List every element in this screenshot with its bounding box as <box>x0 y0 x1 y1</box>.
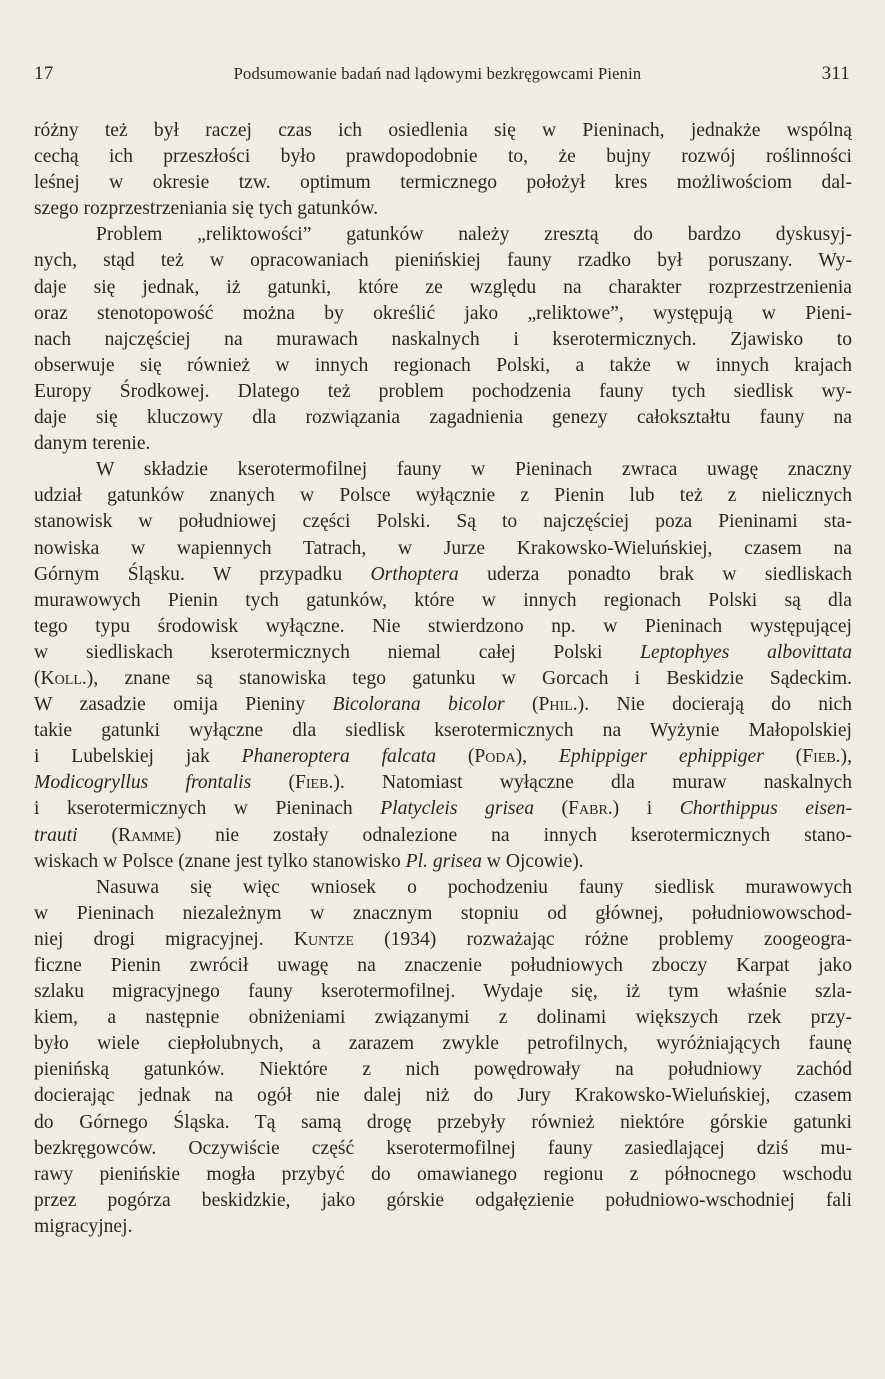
text-run: kiem, a następnie obniżeniami związanymi z dolinami większych rzek przy- <box>34 1007 852 1029</box>
text-line <box>34 849 852 875</box>
italic-term: Platycleis grisea <box>380 798 535 820</box>
text-line <box>34 718 852 744</box>
author-name: Fieb <box>295 772 329 794</box>
text-run: szlaku migracyjnego fauny kserotermofilnej. Wydaje się, iż tym właśnie szla- <box>34 981 852 1003</box>
text-line <box>34 1005 852 1031</box>
text-line <box>34 744 852 770</box>
italic-term: Ephippiger ephippiger <box>558 746 764 768</box>
text-run: bezkręgowców. Oczywiście część kserotermofilnej fauny zasiedlającej dziś mu- <box>34 1137 852 1159</box>
text-run: obserwuje się również w innych regionach Polski, a także w innych krajach <box>34 354 852 376</box>
text-run: takie gatunki wyłączne dla siedlisk kserotermicznych na Wyżynie Małopolskiej <box>34 720 852 742</box>
text-line <box>34 1214 852 1240</box>
author-name: Phil <box>538 694 573 716</box>
text-run: nach najczęściej na murawach naskalnych i kserotermicznych. Zjawisko to <box>34 328 852 350</box>
text-run: .), znane są stanowiska tego gatunku w Gorcach i Beskidzie Sądeckim. <box>81 667 852 689</box>
text-line <box>34 431 852 457</box>
text-run: nych, stąd też w opracowaniach pienińskiej fauny rzadko był poruszany. Wy- <box>34 250 852 272</box>
text-line <box>34 1162 852 1188</box>
text-line <box>34 770 852 796</box>
text-line <box>34 1031 852 1057</box>
text-run: Nasuwa się więc wniosek o pochodzeniu fauny siedlisk murawowych <box>96 876 852 898</box>
text-line <box>34 953 852 979</box>
text-line <box>34 509 852 535</box>
text-line <box>34 118 852 144</box>
text-run: W składzie kserotermofilnej fauny w Pieninach zwraca uwagę znaczny <box>96 459 852 481</box>
text-run: uderza ponadto brak w siedliskach <box>458 563 852 585</box>
text-run: ), <box>515 746 559 768</box>
text-line <box>34 823 852 849</box>
text-run: cechą ich przeszłości było prawdopodobnie to, że bujny rozwój roślinności <box>34 146 852 168</box>
author-name: Poda <box>474 746 516 768</box>
text-run: .). Natomiast wyłączne dla muraw naskalnych <box>328 772 852 794</box>
italic-term: trauti <box>34 824 78 846</box>
text-run: nowiska w wapiennych Tatrach, w Jurze Krakowsko-Wieluńskiej, czasem na <box>34 537 852 559</box>
body-text <box>34 118 852 1240</box>
text-run: Europy Środkowej. Dlatego też problem pochodzenia fauny tych siedlisk wy- <box>34 380 852 402</box>
text-line <box>34 144 852 170</box>
text-line <box>34 275 852 301</box>
text-run: różny też był raczej czas ich osiedlenia się w Pieninach, jednakże wspólną <box>34 120 852 141</box>
text-line <box>34 562 852 588</box>
paragraph <box>34 457 852 875</box>
text-run: i kserotermicznych w Pieninach <box>34 798 381 820</box>
italic-term: Bicolorana bicolor <box>332 694 505 716</box>
italic-term: Chorthippus eisen- <box>679 798 852 820</box>
text-run: ) nie zostały odnalezione na innych kserotermicznych stano- <box>174 824 852 846</box>
text-run: pienińską gatunków. Niektóre z nich powędrowały na południowy zachód <box>34 1059 852 1081</box>
text-line <box>34 1136 852 1162</box>
text-line <box>34 327 852 353</box>
text-line <box>34 875 852 901</box>
text-line <box>34 483 852 509</box>
text-line <box>34 222 852 248</box>
text-run: stanowisk w południowej części Polski. Są to najczęściej poza Pieninami sta- <box>34 511 852 533</box>
text-run: było wiele ciepłolubnych, a zarazem zwykle petrofilnych, wyróżniających faunę <box>34 1033 852 1055</box>
text-line <box>34 457 852 483</box>
text-run: tego typu środowisk wyłączne. Nie stwierdzono np. w Pieninach występującej <box>34 615 852 637</box>
running-header <box>34 63 850 85</box>
text-run: do Górnego Śląska. Tą samą drogę przebyły również niektóre górskie gatunki <box>34 1111 852 1133</box>
text-run: daje się jednak, iż gatunki, które ze względu na charakter rozprzestrzenienia <box>34 276 852 298</box>
text-line <box>34 1188 852 1214</box>
text-run: ( <box>534 798 569 820</box>
text-run: w Pieninach niezależnym w znacznym stopniu od głównej, południowowschod- <box>34 902 852 924</box>
text-run: danym terenie. <box>34 433 151 455</box>
text-line <box>34 666 852 692</box>
text-run: ( <box>251 772 295 794</box>
text-line <box>34 692 852 718</box>
text-line <box>34 796 852 822</box>
paragraph <box>34 118 852 222</box>
author-name: Fabr <box>568 798 608 820</box>
italic-term: Orthoptera <box>370 563 459 585</box>
author-name: Ramme <box>118 824 175 846</box>
text-line <box>34 1110 852 1136</box>
text-line <box>34 927 852 953</box>
author-name: Koll <box>40 667 82 689</box>
text-line <box>34 379 852 405</box>
text-line <box>34 1057 852 1083</box>
text-run: i Lubelskiej jak <box>34 746 242 768</box>
text-line <box>34 640 852 666</box>
text-line <box>34 405 852 431</box>
author-name: Fieb <box>802 746 836 768</box>
text-run: ( <box>436 746 475 768</box>
running-title: Podsumowanie badań nad lądowymi bezkręgowcami Pienin <box>233 64 642 83</box>
page-number: 311 <box>821 63 850 84</box>
text-run: daje się kluczowy dla rozwiązania zagadnienia genezy całokształtu fauny na <box>34 407 852 429</box>
text-run: Górnym Śląsku. W przypadku <box>34 563 371 585</box>
text-run: (1934) rozważając różne problemy zoogeogra- <box>353 928 852 950</box>
header-left-number: 17 <box>34 63 54 84</box>
text-run: niej drogi migracyjnej. <box>34 928 294 950</box>
text-run: ficzne Pienin zwrócił uwagę na znaczenie południowych zboczy Karpat jako <box>34 955 852 976</box>
text-line <box>34 301 852 327</box>
text-run: oraz stenotopowość można by określić jako „reliktowe”, występują w Pieni- <box>34 302 852 324</box>
text-line <box>34 536 852 562</box>
text-run: docierając jednak na ogół nie dalej niż do Jury Krakowsko-Wieluńskiej, czasem <box>34 1085 852 1107</box>
text-run: w siedliskach kserotermicznych niemal całej Polski <box>34 641 641 663</box>
text-line <box>34 979 852 1005</box>
text-run: Problem „reliktowości” gatunków należy zresztą do bardzo dyskusyj- <box>96 224 852 246</box>
text-run: przez pogórza beskidzkie, jako górskie odgałęzienie południowo-wschodniej fali <box>34 1189 852 1211</box>
text-run: udział gatunków znanych w Polsce wyłącznie z Pienin lub też z nielicznych <box>34 485 852 507</box>
italic-term: Phaneroptera falcata <box>241 746 437 768</box>
text-line <box>34 248 852 274</box>
text-line <box>34 588 852 614</box>
text-run: w Ojcowie). <box>481 850 584 872</box>
text-line <box>34 901 852 927</box>
text-run: wiskach w Polsce (znane jest tylko stanowisko <box>34 850 406 872</box>
italic-term: Leptophyes albovittata <box>640 641 852 663</box>
text-run: .). Nie docierają do nich <box>572 694 852 716</box>
text-line <box>34 353 852 379</box>
text-run: leśnej w okresie tzw. optimum termicznego położył kres możliwościom dal- <box>34 172 852 194</box>
italic-term: Pl. grisea <box>405 850 482 872</box>
author-name: Kuntze <box>293 928 354 950</box>
text-run: ( <box>34 667 41 689</box>
paragraph <box>34 875 852 1240</box>
text-line <box>34 196 852 222</box>
paragraph <box>34 222 852 457</box>
text-line <box>34 614 852 640</box>
text-run: ( <box>504 694 539 716</box>
text-line <box>34 170 852 196</box>
italic-term: Modicogryllus frontalis <box>34 772 252 794</box>
text-run: ( <box>77 824 119 846</box>
text-run: W zasadzie omija Pieniny <box>34 694 333 716</box>
text-run: .) i <box>607 798 680 820</box>
text-run: murawowych Pienin tych gatunków, które w innych regionach Polski są dla <box>34 589 852 611</box>
text-run: ( <box>763 746 803 768</box>
text-line <box>34 1083 852 1109</box>
text-run: szego rozprzestrzeniania się tych gatunków. <box>34 198 379 220</box>
text-run: migracyjnej. <box>34 1215 133 1237</box>
text-run: .), <box>835 746 852 768</box>
text-run: rawy pienińskie mogła przybyć do omawianego regionu z północnego wschodu <box>34 1163 852 1185</box>
